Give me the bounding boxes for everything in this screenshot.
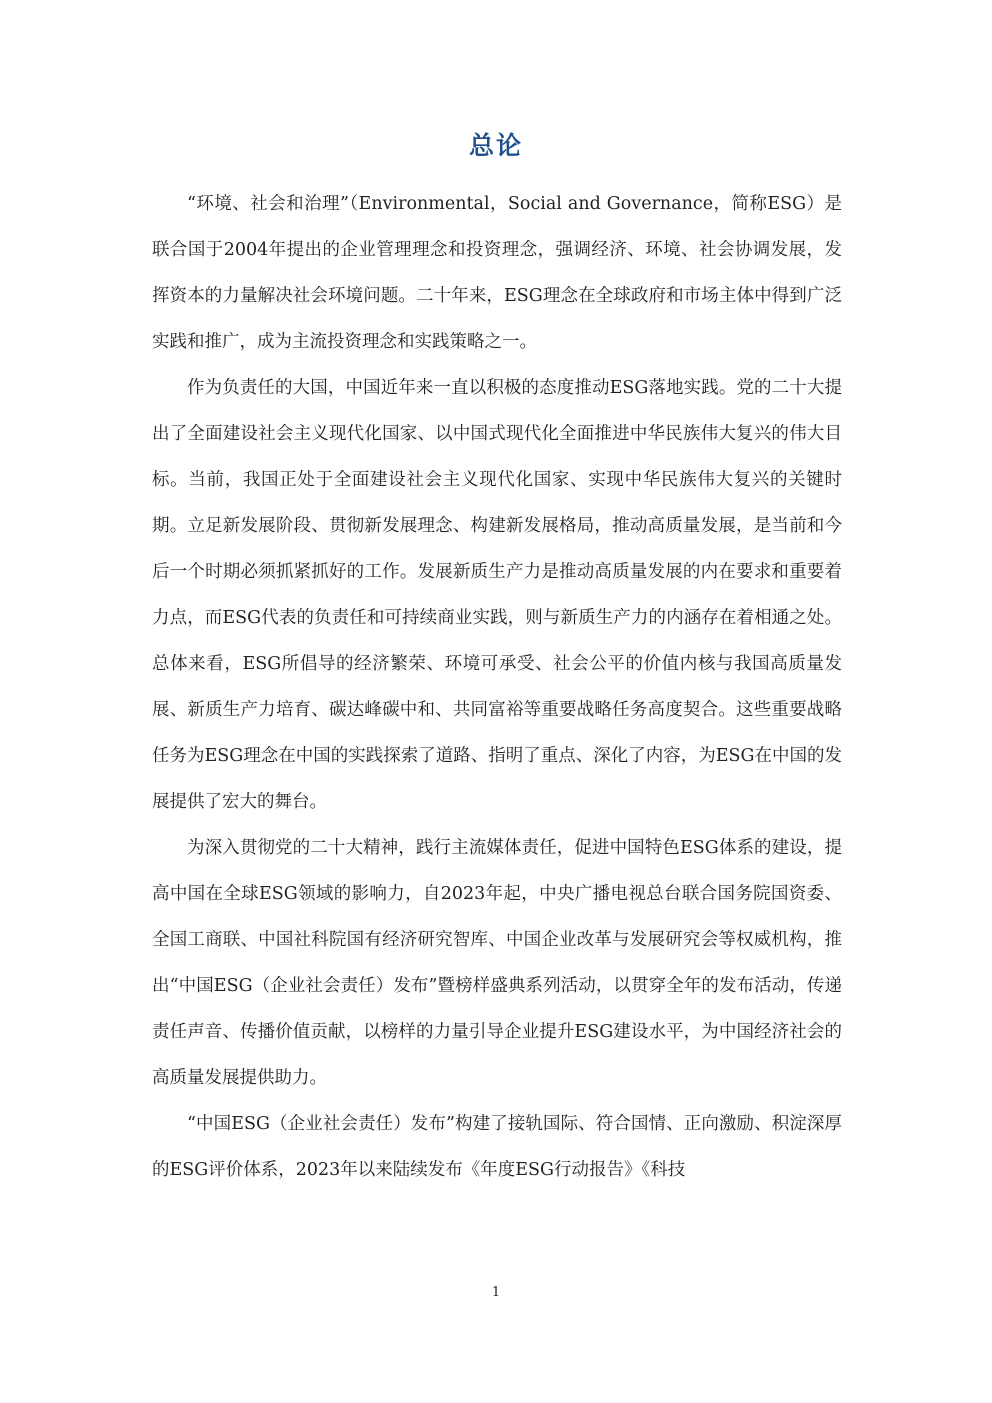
- paragraph-esg-evaluation-system: “中国ESG（企业社会责任）发布”构建了接轨国际、符合国情、正向激励、积淀深厚的ESG评价体系，2023年以来陆续发布《年度ESG行动报告》《科技: [152, 1114, 842, 1180]
- page-title: 总论: [468, 131, 523, 160]
- paragraph-esg-definition: “环境、社会和治理”（Environmental，Social and Governance，简称ESG）是联合国于2004年提出的企业管理理念和投资理念，强调经济、环境、社会协调发展，发挥资本的力量解决社会环境问题。二十年来，ESG理念在全球政府和市场主体中得到广泛实践和推广，成为主流投资理念和实践策略之一。: [152, 194, 842, 352]
- paragraph-china-esg-practice: 作为负责任的大国，中国近年来一直以积极的态度推动ESG落地实践。党的二十大提出了全面建设社会主义现代化国家、以中国式现代化全面推进中华民族伟大复兴的伟大目标。当前，我国正处于全面建设社会主义现代化国家、实现中华民族伟大复兴的关键时期。立足新发展阶段、贯彻新发展理念、构建新发展格局，推动高质量发展，是当前和今后一个时期必须抓紧抓好的工作。发展新质生产力是推动高质量发展的内在要求和重要着力点，而ESG代表的负责任和可持续商业实践，则与新质生产力的内涵存在着相通之处。总体来看，ESG所倡导的经济繁荣、环境可承受、社会公平的价值内核与我国高质量发展、新质生产力培育、碳达峰碳中和、共同富裕等重要战略任务高度契合。这些重要战略任务为ESG理念在中国的实践探索了道路、指明了重点、深化了内容，为ESG在中国的发展提供了宏大的舞台。: [152, 378, 842, 812]
- paragraph-esg-release-initiative: 为深入贯彻党的二十大精神，践行主流媒体责任，促进中国特色ESG体系的建设，提高中国在全球ESG领域的影响力，自2023年起，中央广播电视总台联合国务院国资委、全国工商联、中国社科院国有经济研究智库、中国企业改革与发展研究会等权威机构，推出“中国ESG（企业社会责任）发布”暨榜样盛典系列活动，以贯穿全年的发布活动，传递责任声音、传播价值贡献，以榜样的力量引导企业提升ESG建设水平，为中国经济社会的高质量发展提供助力。: [152, 838, 842, 1088]
- page-number: 1: [491, 1285, 501, 1300]
- body-text: [152, 181, 842, 1193]
